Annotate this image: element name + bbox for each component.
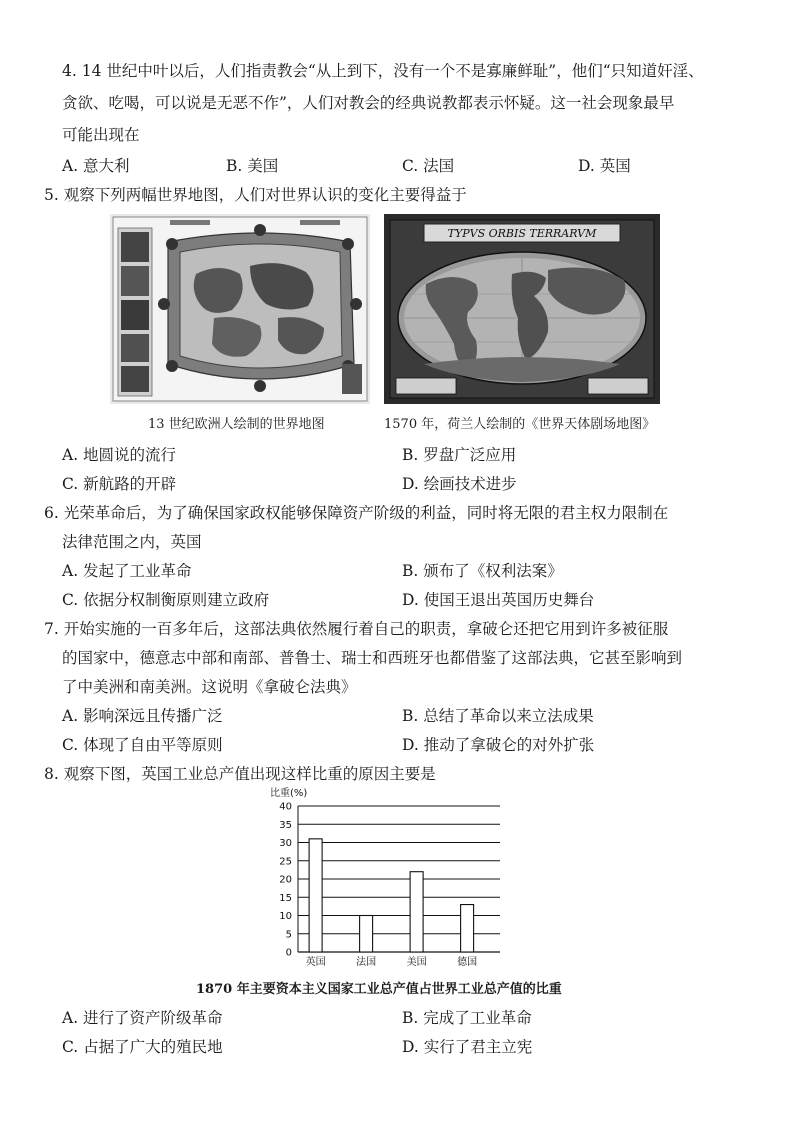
chart-bar xyxy=(461,905,474,952)
bar-chart-svg xyxy=(262,784,522,974)
chart-category-label: 法国 xyxy=(356,957,377,968)
q4-stem-line-2: 贪欲、吃喝，可以说是无恶不作”，人们对教会的经典说教都表示怀疑。这一社会现象最早 xyxy=(62,94,675,112)
chart-y-tick-label: 30 xyxy=(279,838,292,849)
chart-y-axis-label: 比重(%) xyxy=(270,788,308,799)
chart-category-label: 英国 xyxy=(305,957,326,968)
q8-option-d[interactable]: D. 实行了君主立宪 xyxy=(402,1038,533,1056)
medieval-map-illustration xyxy=(110,214,370,404)
q4-option-b[interactable]: B. 美国 xyxy=(226,157,279,175)
q4-stem-line-1: 4. 14 世纪中叶以后，人们指责教会“从上到下，没有一个不是寡廉鲜耻”，他们“只知道奸淫、 xyxy=(62,62,704,80)
chart-category-label: 美国 xyxy=(406,957,427,968)
q5-option-c[interactable]: C. 新航路的开辟 xyxy=(62,475,177,493)
chart-y-tick-label: 25 xyxy=(279,856,292,868)
chart-y-tick-label: 10 xyxy=(279,911,292,922)
ortelius-world-map-image xyxy=(384,214,660,404)
q4-stem-line-3: 可能出现在 xyxy=(62,126,140,144)
medieval-world-map-image xyxy=(110,214,370,404)
chart-y-tick-label: 15 xyxy=(279,892,292,904)
q4-option-c[interactable]: C. 法国 xyxy=(402,157,455,175)
q7-stem-line-2: 的国家中，德意志中部和南部、普鲁士、瑞士和西班牙也都借鉴了这部法典，它甚至影响到 xyxy=(62,649,683,667)
chart-y-tick-label: 5 xyxy=(285,929,292,941)
q6-stem-line-2: 法律范围之内，英国 xyxy=(62,533,202,551)
q5-stem: 5. 观察下列两幅世界地图，人们对世界认识的变化主要得益于 xyxy=(44,186,467,204)
map1-caption: 13 世纪欧洲人绘制的世界地图 xyxy=(148,417,325,432)
q6-stem-line-1: 6. 光荣革命后，为了确保国家政权能够保障资产阶级的利益，同时将无限的君主权力限制在 xyxy=(44,504,669,522)
q8-option-a[interactable]: A. 进行了资产阶级革命 xyxy=(62,1009,223,1027)
q6-option-b[interactable]: B. 颁布了《权利法案》 xyxy=(402,562,563,580)
q8-stem: 8. 观察下图，英国工业总产值出现这样比重的原因主要是 xyxy=(44,765,436,783)
industrial-output-chart xyxy=(262,784,522,974)
q5-option-a[interactable]: A. 地圆说的流行 xyxy=(62,446,177,464)
chart-bar xyxy=(360,916,373,953)
chart-y-tick-label: 35 xyxy=(279,819,292,831)
q8-option-b[interactable]: B. 完成了工业革命 xyxy=(402,1009,532,1027)
q4-option-d[interactable]: D. 英国 xyxy=(578,157,631,175)
map2-caption: 1570 年，荷兰人绘制的《世界天体剧场地图》 xyxy=(384,417,656,432)
q7-option-d[interactable]: D. 推动了拿破仑的对外扩张 xyxy=(402,736,595,754)
q7-option-b[interactable]: B. 总结了革命以来立法成果 xyxy=(402,707,594,725)
q6-option-d[interactable]: D. 使国王退出英国历史舞台 xyxy=(402,591,595,609)
chart-bar xyxy=(410,872,423,952)
q7-stem-line-3: 了中美洲和南美洲。这说明《拿破仑法典》 xyxy=(62,678,357,696)
chart-caption: 1870 年主要资本主义国家工业总产值占世界工业总产值的比重 xyxy=(196,982,562,997)
q6-option-c[interactable]: C. 依据分权制衡原则建立政府 xyxy=(62,591,270,609)
ortelius-map-illustration xyxy=(384,214,660,404)
q7-option-c[interactable]: C. 体现了自由平等原则 xyxy=(62,736,223,754)
q5-option-b[interactable]: B. 罗盘广泛应用 xyxy=(402,446,517,464)
q7-stem-line-1: 7. 开始实施的一百多年后，这部法典依然履行着自己的职责，拿破仑还把它用到许多被征服 xyxy=(44,620,669,638)
chart-y-tick-label: 20 xyxy=(279,874,292,886)
q7-option-a[interactable]: A. 影响深远且传播广泛 xyxy=(62,707,223,725)
q6-option-a[interactable]: A. 发起了工业革命 xyxy=(62,562,192,580)
q5-option-d[interactable]: D. 绘画技术进步 xyxy=(402,475,517,493)
chart-category-label: 德国 xyxy=(457,957,478,968)
chart-y-tick-label: 40 xyxy=(279,801,292,813)
q4-option-a[interactable]: A. 意大利 xyxy=(62,157,130,175)
chart-bar xyxy=(309,839,322,952)
map-banner-text: TYPVS ORBIS TERRARVM xyxy=(447,227,597,240)
chart-y-tick-label: 0 xyxy=(285,947,292,959)
q8-option-c[interactable]: C. 占据了广大的殖民地 xyxy=(62,1038,223,1056)
